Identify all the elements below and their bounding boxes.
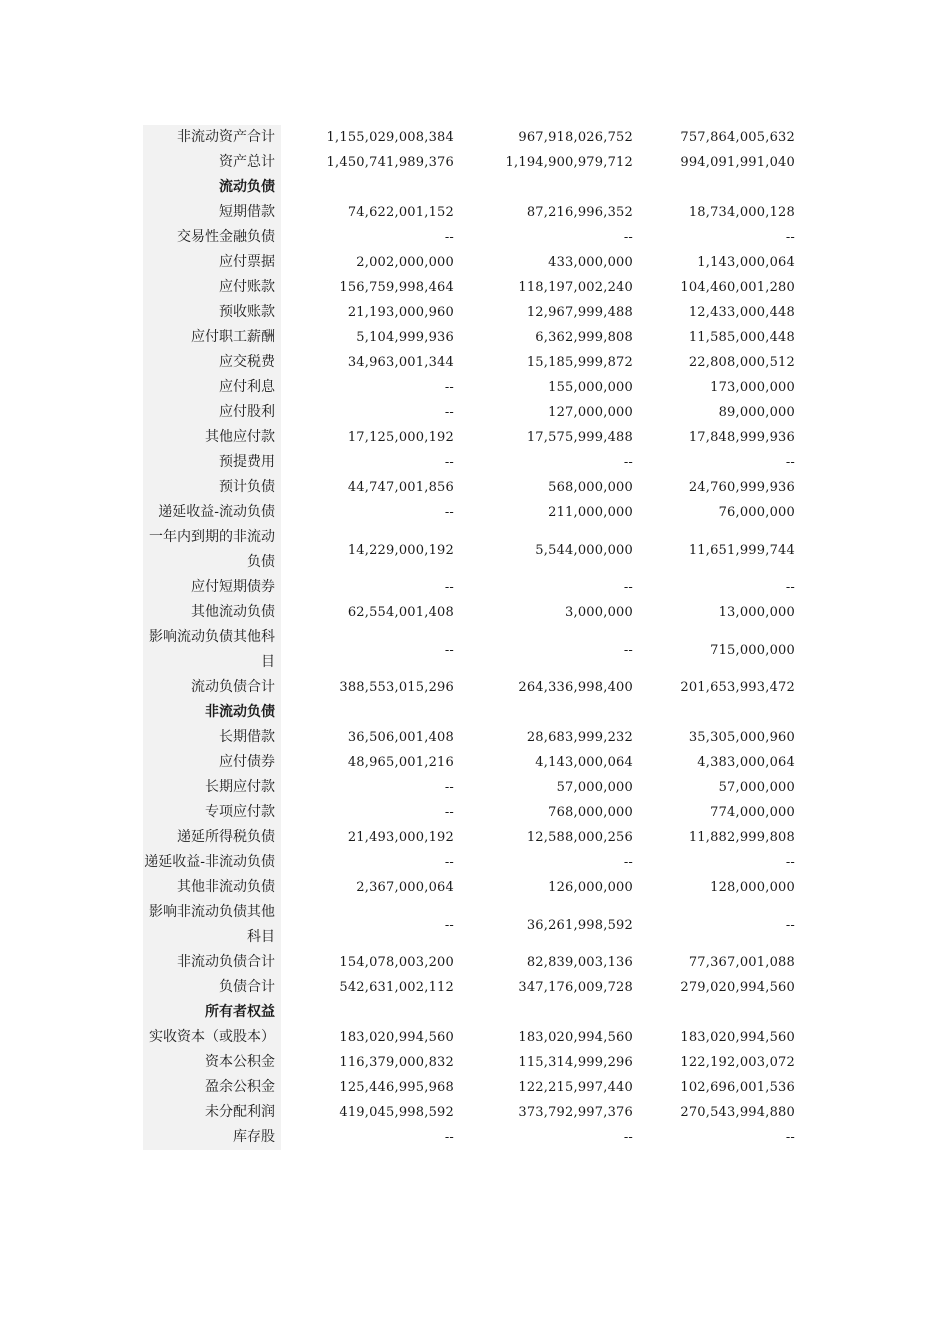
value-cell-col1: 44,747,001,856: [347, 480, 454, 495]
value-cell-col3: [633, 700, 795, 725]
spacer-cell: [795, 600, 803, 625]
table-row: [143, 150, 803, 175]
value-cell-col1: 21,193,000,960: [347, 305, 454, 320]
value-cell-col2: 211,000,000: [548, 505, 633, 520]
table-row: [143, 725, 803, 750]
value-cell-col1: 419,045,998,592: [339, 1105, 454, 1120]
spacer-cell: [795, 575, 803, 600]
value-cell-col1: 183,020,994,560: [339, 1030, 454, 1045]
value-cell-col2: 4,143,000,064: [535, 755, 633, 770]
value-cell-col3: 715,000,000: [710, 642, 795, 658]
value-cell-col3: [633, 1000, 795, 1025]
table-row: [143, 1125, 803, 1150]
value-cell-col2: 36,261,998,592: [526, 917, 633, 933]
spacer-cell: [795, 175, 803, 200]
value-cell-col3: 76,000,000: [718, 505, 795, 520]
value-cell-col2: [454, 700, 633, 725]
spacer-cell: [795, 200, 803, 225]
spacer-cell: [795, 1050, 803, 1075]
row-label: 应付账款: [143, 275, 281, 300]
table-row: [143, 775, 803, 800]
row-label: 非流动资产合计: [143, 125, 281, 150]
value-cell-col2: 126,000,000: [548, 880, 633, 895]
spacer-cell: [795, 800, 803, 825]
section-title: 所有者权益: [143, 1000, 281, 1025]
value-cell-col1: 2,367,000,064: [356, 880, 454, 895]
row-label: 长期应付款: [143, 775, 281, 800]
spacer-cell: [795, 525, 803, 575]
value-cell-col1: --: [444, 405, 454, 420]
table-row: [143, 500, 803, 525]
value-cell-col3: 77,367,001,088: [688, 955, 795, 970]
value-cell-col1: 156,759,998,464: [339, 280, 454, 295]
value-cell-col3: 18,734,000,128: [688, 205, 795, 220]
value-cell-col2: 115,314,999,296: [518, 1055, 633, 1070]
table-row: [143, 800, 803, 825]
value-cell-col2: --: [623, 1130, 633, 1145]
value-cell-col3: 994,091,991,040: [680, 155, 795, 170]
value-cell-col3: 102,696,001,536: [680, 1080, 795, 1095]
row-label: 实收资本（或股本）: [143, 1025, 281, 1050]
row-label: 交易性金融负债: [143, 225, 281, 250]
table-row: [143, 400, 803, 425]
spacer-cell: [795, 850, 803, 875]
value-cell-col1: [281, 175, 454, 200]
table-row: [143, 200, 803, 225]
table-row: [143, 375, 803, 400]
value-cell-col2: 568,000,000: [548, 480, 633, 495]
value-cell-col3: [633, 175, 795, 200]
spacer-cell: [795, 675, 803, 700]
row-label: 应付票据: [143, 250, 281, 275]
value-cell-col1: 34,963,001,344: [347, 355, 454, 370]
value-cell-col2: 768,000,000: [548, 805, 633, 820]
value-cell-col3: 89,000,000: [718, 405, 795, 420]
value-cell-col2: --: [623, 855, 633, 870]
value-cell-col3: 104,460,001,280: [680, 280, 795, 295]
value-cell-col1: 48,965,001,216: [347, 755, 454, 770]
value-cell-col3: 11,651,999,744: [688, 542, 795, 558]
value-cell-col2: 15,185,999,872: [526, 355, 633, 370]
table-row: [143, 750, 803, 775]
row-label: 预收账款: [143, 300, 281, 325]
value-cell-col3: 1,143,000,064: [697, 255, 795, 270]
value-cell-col1: 1,450,741,989,376: [326, 155, 454, 170]
row-label: 其他应付款: [143, 425, 281, 450]
row-label: 应付股利: [143, 400, 281, 425]
value-cell-col1: [281, 1000, 454, 1025]
value-cell-col1: --: [444, 1130, 454, 1145]
value-cell-col1: 154,078,003,200: [339, 955, 454, 970]
table-row: [143, 1100, 803, 1125]
spacer-cell: [795, 475, 803, 500]
value-cell-col1: 21,493,000,192: [347, 830, 454, 845]
value-cell-col3: 22,808,000,512: [688, 355, 795, 370]
value-cell-col1: 542,631,002,112: [339, 980, 454, 995]
row-label: 递延收益-流动负债: [143, 500, 281, 525]
value-cell-col1: 36,506,001,408: [347, 730, 454, 745]
value-cell-col1: 17,125,000,192: [347, 430, 454, 445]
row-label: 短期借款: [143, 200, 281, 225]
row-label: 影响流动负债其他科目: [143, 625, 281, 675]
value-cell-col2: 12,588,000,256: [526, 830, 633, 845]
table-row: [143, 300, 803, 325]
value-cell-col2: 28,683,999,232: [526, 730, 633, 745]
row-label: 应交税费: [143, 350, 281, 375]
section-header-row: [143, 175, 803, 200]
spacer-cell: [795, 450, 803, 475]
value-cell-col2: --: [623, 230, 633, 245]
value-cell-col2: 5,544,000,000: [535, 542, 633, 558]
row-label: 未分配利润: [143, 1100, 281, 1125]
spacer-cell: [795, 1125, 803, 1150]
value-cell-col3: 12,433,000,448: [688, 305, 795, 320]
row-label: 流动负债合计: [143, 675, 281, 700]
row-label: 盈余公积金: [143, 1075, 281, 1100]
value-cell-col2: 17,575,999,488: [526, 430, 633, 445]
table-row: [143, 225, 803, 250]
value-cell-col3: --: [785, 855, 795, 870]
spacer-cell: [795, 625, 803, 675]
table-row: [143, 1075, 803, 1100]
value-cell-col2: 122,215,997,440: [518, 1080, 633, 1095]
value-cell-col2: [454, 175, 633, 200]
row-label: 其他流动负债: [143, 600, 281, 625]
row-label: 一年内到期的非流动负债: [143, 525, 281, 575]
value-cell-col2: 967,918,026,752: [518, 130, 633, 145]
value-cell-col2: 373,792,997,376: [518, 1105, 633, 1120]
table-row: [143, 625, 803, 675]
spacer-cell: [795, 725, 803, 750]
spacer-cell: [795, 250, 803, 275]
value-cell-col2: --: [623, 642, 633, 658]
row-label: 库存股: [143, 1125, 281, 1150]
value-cell-col1: --: [444, 380, 454, 395]
table-row: [143, 975, 803, 1000]
value-cell-col3: --: [785, 1130, 795, 1145]
row-label: 递延收益-非流动负债: [143, 850, 281, 875]
value-cell-col3: 183,020,994,560: [680, 1030, 795, 1045]
value-cell-col3: 13,000,000: [718, 605, 795, 620]
value-cell-col1: 14,229,000,192: [347, 542, 454, 558]
spacer-cell: [795, 825, 803, 850]
value-cell-col2: [454, 1000, 633, 1025]
spacer-cell: [795, 325, 803, 350]
row-label: 影响非流动负债其他科目: [143, 900, 281, 950]
value-cell-col3: 35,305,000,960: [688, 730, 795, 745]
spacer-cell: [795, 900, 803, 950]
value-cell-col2: 155,000,000: [548, 380, 633, 395]
spacer-cell: [795, 400, 803, 425]
value-cell-col3: 11,882,999,808: [688, 830, 795, 845]
table-row: [143, 1050, 803, 1075]
spacer-cell: [795, 750, 803, 775]
row-label: 应付职工薪酬: [143, 325, 281, 350]
value-cell-col1: --: [444, 455, 454, 470]
spacer-cell: [795, 1100, 803, 1125]
value-cell-col2: 3,000,000: [565, 605, 633, 620]
value-cell-col1: [281, 700, 454, 725]
value-cell-col2: 118,197,002,240: [518, 280, 633, 295]
value-cell-col3: 173,000,000: [710, 380, 795, 395]
value-cell-col3: 279,020,994,560: [680, 980, 795, 995]
row-label: 应付短期债券: [143, 575, 281, 600]
value-cell-col3: 24,760,999,936: [688, 480, 795, 495]
value-cell-col1: --: [444, 780, 454, 795]
spacer-cell: [795, 1000, 803, 1025]
value-cell-col2: 1,194,900,979,712: [505, 155, 633, 170]
spacer-cell: [795, 700, 803, 725]
value-cell-col3: --: [785, 455, 795, 470]
spacer-cell: [795, 225, 803, 250]
spacer-cell: [795, 1075, 803, 1100]
value-cell-col2: 57,000,000: [556, 780, 633, 795]
spacer-cell: [795, 975, 803, 1000]
spacer-cell: [795, 425, 803, 450]
value-cell-col1: --: [444, 805, 454, 820]
value-cell-col2: 87,216,996,352: [526, 205, 633, 220]
value-cell-col3: 11,585,000,448: [688, 330, 795, 345]
value-cell-col1: --: [444, 917, 454, 933]
table-row: [143, 850, 803, 875]
value-cell-col3: 757,864,005,632: [680, 130, 795, 145]
value-cell-col3: 201,653,993,472: [680, 680, 795, 695]
table-row: [143, 950, 803, 975]
row-label: 应付利息: [143, 375, 281, 400]
table-row: [143, 900, 803, 950]
table-row: [143, 825, 803, 850]
row-label: 负债合计: [143, 975, 281, 1000]
row-label: 专项应付款: [143, 800, 281, 825]
value-cell-col1: 116,379,000,832: [339, 1055, 454, 1070]
value-cell-col2: 347,176,009,728: [518, 980, 633, 995]
value-cell-col2: 183,020,994,560: [518, 1030, 633, 1045]
value-cell-col1: 1,155,029,008,384: [326, 130, 454, 145]
value-cell-col3: --: [785, 230, 795, 245]
value-cell-col3: --: [785, 580, 795, 595]
spacer-cell: [795, 875, 803, 900]
spacer-cell: [795, 275, 803, 300]
value-cell-col2: --: [623, 580, 633, 595]
value-cell-col2: 82,839,003,136: [526, 955, 633, 970]
value-cell-col1: 2,002,000,000: [356, 255, 454, 270]
value-cell-col1: 5,104,999,936: [356, 330, 454, 345]
value-cell-col1: --: [444, 580, 454, 595]
value-cell-col2: 127,000,000: [548, 405, 633, 420]
value-cell-col3: 270,543,994,880: [680, 1105, 795, 1120]
value-cell-col1: 388,553,015,296: [339, 680, 454, 695]
row-label: 其他非流动负债: [143, 875, 281, 900]
spacer-cell: [795, 350, 803, 375]
section-title: 流动负债: [143, 175, 281, 200]
value-cell-col1: --: [444, 505, 454, 520]
value-cell-col3: 774,000,000: [710, 805, 795, 820]
value-cell-col3: 122,192,003,072: [680, 1055, 795, 1070]
row-label: 资产总计: [143, 150, 281, 175]
value-cell-col3: 17,848,999,936: [688, 430, 795, 445]
spacer-cell: [795, 775, 803, 800]
table-row: [143, 675, 803, 700]
value-cell-col2: 6,362,999,808: [535, 330, 633, 345]
value-cell-col2: 433,000,000: [548, 255, 633, 270]
value-cell-col1: 74,622,001,152: [347, 205, 454, 220]
spacer-cell: [795, 150, 803, 175]
table-row: [143, 125, 803, 150]
table-row: [143, 325, 803, 350]
spacer-cell: [795, 375, 803, 400]
table-row: [143, 600, 803, 625]
spacer-cell: [795, 1025, 803, 1050]
table-row: [143, 475, 803, 500]
table-row: [143, 250, 803, 275]
spacer-cell: [795, 300, 803, 325]
value-cell-col3: 4,383,000,064: [697, 755, 795, 770]
balance-sheet-table: [143, 125, 803, 1150]
balance-sheet-body: [143, 125, 803, 1150]
row-label: 预计负债: [143, 475, 281, 500]
value-cell-col3: 57,000,000: [718, 780, 795, 795]
section-header-row: [143, 1000, 803, 1025]
table-row: [143, 1025, 803, 1050]
row-label: 长期借款: [143, 725, 281, 750]
value-cell-col3: 128,000,000: [710, 880, 795, 895]
row-label: 非流动负债合计: [143, 950, 281, 975]
section-title: 非流动负债: [143, 700, 281, 725]
spacer-cell: [795, 500, 803, 525]
table-row: [143, 450, 803, 475]
value-cell-col1: 62,554,001,408: [347, 605, 454, 620]
table-row: [143, 525, 803, 575]
value-cell-col1: --: [444, 642, 454, 658]
value-cell-col1: --: [444, 230, 454, 245]
value-cell-col2: 12,967,999,488: [526, 305, 633, 320]
row-label: 资本公积金: [143, 1050, 281, 1075]
table-row: [143, 575, 803, 600]
row-label: 预提费用: [143, 450, 281, 475]
value-cell-col2: 264,336,998,400: [518, 680, 633, 695]
value-cell-col1: --: [444, 855, 454, 870]
row-label: 递延所得税负债: [143, 825, 281, 850]
table-row: [143, 350, 803, 375]
table-row: [143, 875, 803, 900]
section-header-row: [143, 700, 803, 725]
row-label: 应付债券: [143, 750, 281, 775]
table-row: [143, 425, 803, 450]
spacer-cell: [795, 125, 803, 150]
value-cell-col3: --: [785, 917, 795, 933]
table-row: [143, 275, 803, 300]
spacer-cell: [795, 950, 803, 975]
value-cell-col1: 125,446,995,968: [339, 1080, 454, 1095]
value-cell-col2: --: [623, 455, 633, 470]
